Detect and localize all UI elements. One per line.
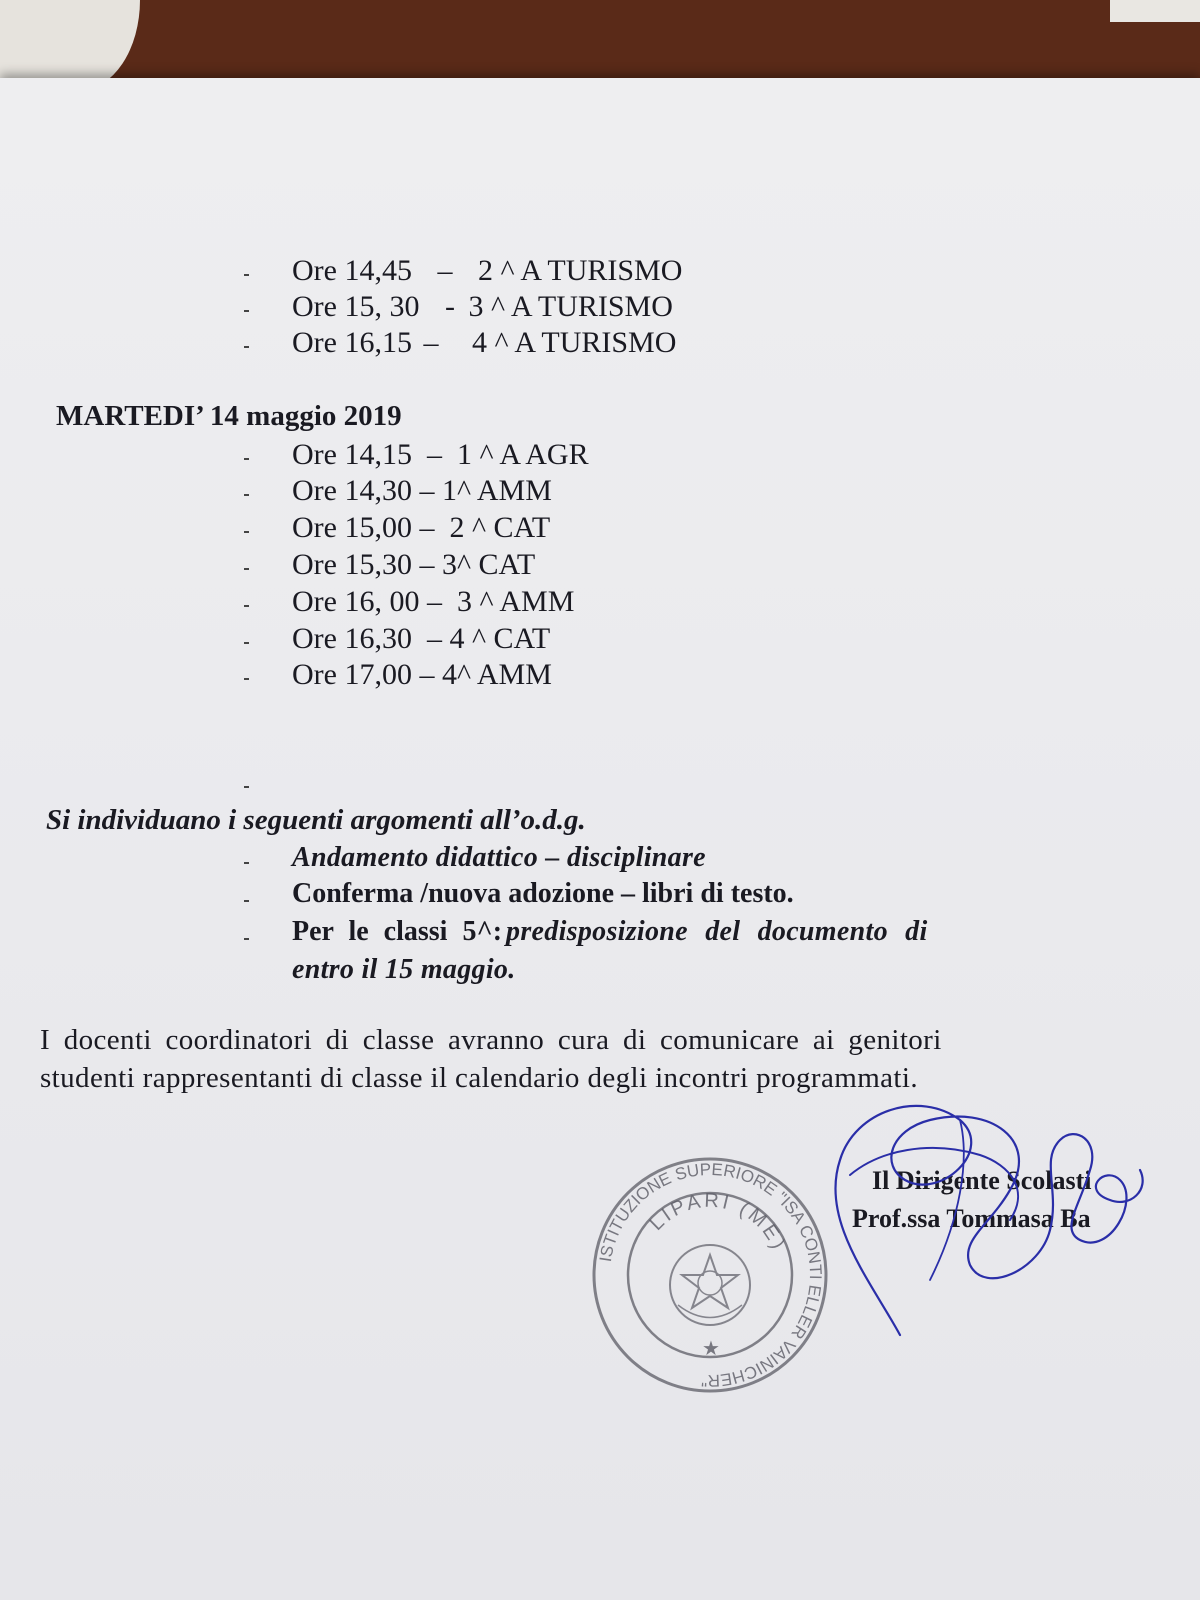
schedule-separator: - bbox=[444, 290, 455, 323]
schedule-item: Ore 15,30 – 3^ CAT bbox=[292, 548, 536, 581]
schedule-item bbox=[292, 326, 676, 360]
schedule-class: 4 ^ A TURISMO bbox=[471, 326, 677, 359]
school-stamp bbox=[590, 1155, 830, 1395]
agenda-item bbox=[292, 916, 928, 948]
agenda-item-text: predisposizione del documento di bbox=[506, 916, 928, 947]
agenda-item-lead: Per le classi 5^: bbox=[292, 916, 503, 947]
body-line: I docenti coordinatori di classe avranno cura di comunicare ai genitori bbox=[40, 1024, 942, 1056]
body-line: studenti rappresentanti di classe il calendario degli incontri programmati. bbox=[40, 1062, 918, 1094]
bullet-dash bbox=[244, 310, 249, 312]
schedule-class: 2 ^ A TURISMO bbox=[477, 254, 683, 287]
agenda-item: Andamento didattico – disciplinare bbox=[292, 842, 706, 873]
schedule-item: Ore 17,00 – 4^ AMM bbox=[292, 658, 552, 691]
emblem-icon bbox=[670, 1245, 750, 1325]
schedule-item bbox=[292, 290, 673, 324]
schedule-item: Ore 16,30 – 4 ^ CAT bbox=[292, 622, 551, 655]
bullet-dash bbox=[244, 568, 249, 570]
adjacent-sheet bbox=[1110, 0, 1200, 22]
schedule-separator: – bbox=[437, 254, 453, 287]
bullet-dash bbox=[244, 642, 249, 644]
schedule-separator: – bbox=[423, 326, 439, 359]
agenda-heading: Si individuano i seguenti argomenti all’o.d.g. bbox=[46, 804, 586, 836]
schedule-item: Ore 16, 00 – 3 ^ AMM bbox=[292, 585, 575, 618]
bullet-dash bbox=[244, 938, 249, 940]
bullet-dash bbox=[244, 786, 249, 788]
bullet-dash bbox=[244, 346, 249, 348]
bullet-dash bbox=[244, 274, 249, 276]
schedule-item: Ore 14,15 – 1 ^ A AGR bbox=[292, 438, 589, 471]
star-icon: ★ bbox=[702, 1338, 720, 1360]
signature-name: Prof.ssa Tommasa Ba bbox=[852, 1204, 1091, 1233]
day-heading: MARTEDI’ 14 maggio 2019 bbox=[56, 400, 402, 432]
stamp-outer-text: ISTITUZIONE SUPERIORE "ISA CONTI ELLER VAINICHER" bbox=[595, 1159, 826, 1391]
bullet-dash bbox=[244, 531, 249, 533]
schedule-item: Ore 15,00 – 2 ^ CAT bbox=[292, 511, 551, 544]
handwritten-signature bbox=[810, 1080, 1170, 1360]
signature-role: Il Dirigente Scolasti bbox=[872, 1166, 1092, 1195]
schedule-item bbox=[292, 254, 682, 288]
schedule-time: Ore 15, 30 bbox=[292, 290, 420, 323]
stamp-inner-text: LIPARI (ME) bbox=[645, 1189, 791, 1255]
schedule-time: Ore 16,15 bbox=[292, 326, 412, 359]
bullet-dash bbox=[244, 862, 249, 864]
schedule-item: Ore 14,30 – 1^ AMM bbox=[292, 474, 552, 507]
bullet-dash bbox=[244, 494, 249, 496]
schedule-class: 3 ^ A TURISMO bbox=[468, 290, 673, 323]
agenda-item-continuation: entro il 15 maggio. bbox=[292, 954, 516, 985]
bullet-dash bbox=[244, 458, 249, 460]
bullet-dash bbox=[244, 678, 249, 680]
agenda-item: Conferma /nuova adozione – libri di testo. bbox=[292, 878, 794, 909]
bullet-dash bbox=[244, 900, 249, 902]
adjacent-page bbox=[0, 0, 140, 90]
schedule-time: Ore 14,45 bbox=[292, 254, 412, 287]
bullet-dash bbox=[244, 605, 249, 607]
